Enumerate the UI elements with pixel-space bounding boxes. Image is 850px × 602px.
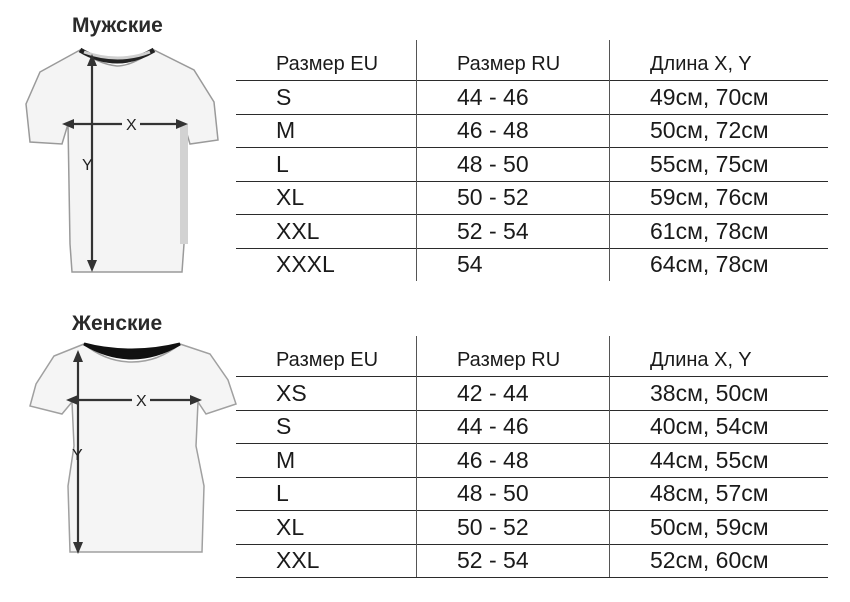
men-table-header-row [236,40,828,81]
women-x-label: X [136,393,147,410]
women-header-ru: Размер RU [417,336,610,377]
table-row [236,81,828,115]
women-size-ru: 44 - 46 [417,410,610,444]
table-row [236,148,828,182]
men-section-title: Мужские [72,14,163,37]
women-size-ru: 52 - 54 [417,544,610,578]
table-row [236,477,828,511]
women-length: 50см, 59см [610,511,829,545]
table-row [236,181,828,215]
men-length: 50см, 72см [610,114,829,148]
women-length: 44см, 55см [610,444,829,478]
women-size-eu: XL [236,511,417,545]
women-size-eu: M [236,444,417,478]
men-size-ru: 52 - 54 [417,215,610,249]
men-size-eu: XXXL [236,248,417,281]
men-length: 64см, 78см [610,248,829,281]
women-size-ru: 42 - 44 [417,377,610,411]
women-size-eu: XXL [236,544,417,578]
women-section-title: Женские [72,312,163,335]
women-length: 48см, 57см [610,477,829,511]
men-size-ru: 54 [417,248,610,281]
men-size-eu: XL [236,181,417,215]
men-header-length: Длина X, Y [610,40,829,81]
women-size-ru: 48 - 50 [417,477,610,511]
men-tshirt-illustration [22,44,222,280]
table-row [236,511,828,545]
men-size-ru: 44 - 46 [417,81,610,115]
women-header-eu: Размер EU [276,349,379,371]
table-row [236,114,828,148]
table-row [236,544,828,578]
men-length: 55см, 75см [610,148,829,182]
women-y-label: Y [72,447,83,464]
women-length: 40см, 54см [610,410,829,444]
men-size-ru: 46 - 48 [417,114,610,148]
women-size-eu: XS [236,377,417,411]
men-length: 49см, 70см [610,81,829,115]
men-size-eu: S [236,81,417,115]
women-header-length: Длина X, Y [610,336,829,377]
women-size-ru: 50 - 52 [417,511,610,545]
men-size-eu: L [236,148,417,182]
men-length: 61см, 78см [610,215,829,249]
men-y-label: Y [82,157,93,174]
table-row [236,410,828,444]
table-row [236,215,828,249]
table-row [236,377,828,411]
women-size-table [236,336,828,578]
men-size-eu: M [236,114,417,148]
women-size-eu: S [236,410,417,444]
women-tshirt-illustration [28,336,238,562]
women-size-ru: 46 - 48 [417,444,610,478]
table-row [236,444,828,478]
men-size-ru: 50 - 52 [417,181,610,215]
men-length: 59см, 76см [610,181,829,215]
men-header-ru: Размер RU [417,40,610,81]
women-length: 38см, 50см [610,377,829,411]
men-x-label: X [126,117,137,134]
table-row [236,248,828,281]
men-size-ru: 48 - 50 [417,148,610,182]
women-size-eu: L [236,477,417,511]
women-table-header-row [236,336,828,377]
men-header-eu: Размер EU [276,53,379,75]
men-size-eu: XXL [236,215,417,249]
women-length: 52см, 60см [610,544,829,578]
men-size-table [236,40,828,281]
